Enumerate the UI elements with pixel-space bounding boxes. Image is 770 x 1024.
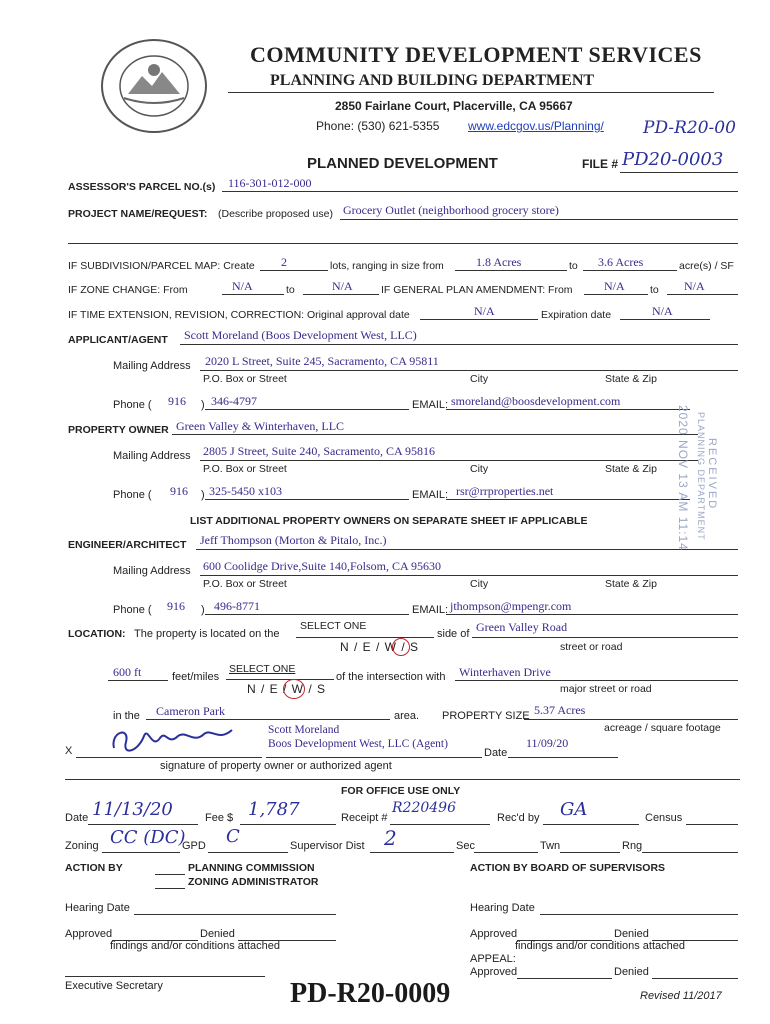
subdivision-unit: acre(s) / SF [679, 260, 734, 272]
location-street: Green Valley Road [476, 620, 568, 634]
area-name: Cameron Park [156, 704, 225, 718]
subdivision-lots-label: lots, ranging in size from [330, 260, 444, 272]
engineer-state-label: State & Zip [605, 578, 657, 590]
dept-address: 2850 Fairlane Court, Placerville, CA 95667 [335, 99, 573, 113]
time-ext-exp-label: Expiration date [541, 309, 612, 321]
signature-date-label: Date [484, 747, 508, 759]
form-page: COMMUNITY DEVELOPMENT SERVICES PLANNING AND BUILDING DEPARTMENT 2850 Fairlane Court, Placerville, CA 95667 Phone: (530) 621-5355 www.edcgov.us/Planning/ PD-R20-00 PLANNED DEVELOPMENT FILE # PD20-0003 ASSESSOR'S PARCEL NO.(s) 116-301-012-000 PROJECT NAME/REQUEST: (Describe proposed use) Grocery Outlet (neighborhood grocery store) IF SUBDIVISION/PARCEL MAP: Create 2 lots, ranging in size from 1.8 Acres to 3.6 Acres acre(s) / SF IF ZONE CHANGE: From N/A to N/A IF GENERAL PLAN AMENDMENT: From N/A to N/A IF TIME EXTENSION, REVISION, CORRECTION: Original approval date N/A Expiration date N/A APPLICANT/AGENT Scott Moreland (Boos Development West, LLC) Mailing Address 2020 L Street, Suite 245, Sacramento, CA 95811 P.O. Box or Street City State & Zip Phone ( 916 ) 346-4797 EMAIL: smoreland@boosdevelopment.com PROPERTY OWNER Green Valley & Winterhaven, LLC Mailing Address 2805 J Street, Suite 240, Sacramento, CA 95816 P.O. Box or Street City State & Zip Phone ( 916 ) 325-5450 x103 EMAIL: rsr@rrproperties.net LIST ADDITIONAL PROPERTY OWNERS ON SEPARATE SHEET IF APPLICABLE ENGINEER/ARCHITECT Jeff Thompson (Morton & Pitalo, Inc.) Mailing Address 600 Coolidge Drive,Suite 140,Folsom, CA 95630 P.O. Box or Street City State & Zip Phone ( 916 ) 496-8771 EMAIL: jthompson@mpengr.com LOCATION: The property is located on the SELECT ONE N / E / W / S side of Green Valley Road street or road 600 ft feet/miles SELECT ONE N / E / W / S of the intersection with Winterhaven Drive major street or road in the Cameron Park area. PROPERTY SIZE 5.37 Acres acreage / square footage X Scott Moreland Boos Development West, LLC (Agent) Date 11/09/20 signature of property owner or authorized agent FOR OFFICE USE ONLY Date 11/13/20 Fee $ 1,787 Receipt # R220496 Rec'd by GA Census Zoning CC (DC) GPD C Supervisor Dist 2 Sec Twn Rng ACTION BY PLANNING COMMISSION ZONING ADMINISTRATOR ACTION BY BOARD OF SUPERVISORS Hearing Date Hearing Date Approved Denied findings and/or conditions attached Approved Denied findings and/or conditions attached APPEAL: Approved Denied Executive Secretary PD-R20-0009 Revised 11/2017 2020 NOV 13 AM 11:14 RECEIVED PLANNING DEPARTMENT [0, 0, 770, 1024]
office-fee: 1,787 [248, 799, 300, 820]
office-recd: GA [560, 799, 588, 820]
engineer-name: Jeff Thompson (Morton & Pitalo, Inc.) [200, 533, 387, 547]
office-zoning: CC (DC) [110, 827, 186, 848]
hearing-date-label-right: Hearing Date [470, 902, 535, 914]
engineer-po-label: P.O. Box or Street [203, 578, 287, 590]
owner-name: Green Valley & Winterhaven, LLC [176, 419, 345, 433]
location-label: LOCATION: [68, 628, 126, 640]
engineer-label: ENGINEER/ARCHITECT [68, 539, 187, 551]
zone-change-from: N/A [232, 279, 253, 293]
owner-state-label: State & Zip [605, 463, 657, 475]
subdivision-label: IF SUBDIVISION/PARCEL MAP: Create [68, 260, 255, 272]
project-value: Grocery Outlet (neighborhood grocery store) [343, 203, 559, 217]
office-gpd: C [226, 826, 240, 847]
applicant-state-label: State & Zip [605, 373, 657, 385]
zone-change-label: IF ZONE CHANGE: From [68, 284, 188, 296]
approved-label-left: Approved [65, 928, 113, 940]
signature-date: 11/09/20 [526, 736, 569, 750]
applicant-city-label: City [470, 373, 489, 385]
office-supervisor: 2 [384, 826, 397, 850]
office-recd-label: Rec'd by [497, 812, 540, 824]
denied-label-left: Denied [200, 928, 235, 940]
signature-x: X [65, 745, 73, 757]
applicant-mail-label: Mailing Address [113, 360, 191, 372]
intersection-label: of the intersection with [336, 671, 446, 683]
zone-change-to-label: to [286, 284, 295, 296]
signature-printed-org: Boos Development West, LLC (Agent) [268, 738, 448, 750]
received-stamp-dept: PLANNING DEPARTMENT [696, 412, 706, 541]
gpa-to-label: to [650, 284, 659, 296]
county-seal-icon [98, 36, 210, 136]
area-label: area. [394, 710, 420, 722]
engineer-city-label: City [470, 578, 489, 590]
location-directions-2: N / E / W / S [247, 682, 327, 696]
denied-label-right: Denied [614, 928, 649, 940]
gpa-from: N/A [604, 279, 625, 293]
appeal-denied-label: Denied [614, 966, 649, 978]
office-date: 11/13/20 [92, 799, 173, 820]
owner-phone-label: Phone ( [113, 489, 152, 501]
received-stamp-received: RECEIVED [706, 438, 718, 511]
acreage-hint: acreage / square footage [604, 722, 721, 734]
findings-right: findings and/or conditions attached [515, 940, 686, 952]
engineer-address: 600 Coolidge Drive,Suite 140,Folsom, CA 95630 [203, 559, 442, 573]
applicant-area: 916 [168, 394, 186, 408]
owner-address: 2805 J Street, Suite 240, Sacramento, CA 95816 [203, 444, 435, 458]
location-text: The property is located on the [134, 628, 280, 640]
office-supervisor-label: Supervisor Dist [290, 840, 365, 852]
office-gpd-label: GPD [182, 840, 206, 852]
dept-phone: Phone: (530) 621-5355 [316, 119, 440, 133]
location-side-label: side of [437, 628, 470, 640]
in-the-label: in the [113, 710, 140, 722]
applicant-address: 2020 L Street, Suite 245, Sacramento, CA 95811 [205, 354, 439, 368]
signature-printed-name: Scott Moreland [268, 724, 340, 736]
owner-city-label: City [470, 463, 489, 475]
applicant-phone: 346-4797 [211, 394, 257, 408]
office-zoning-label: Zoning [65, 840, 99, 852]
action-planning-commission: PLANNING COMMISSION [188, 862, 315, 874]
location-street-hint: street or road [560, 641, 623, 653]
action-zoning-administrator: ZONING ADMINISTRATOR [188, 876, 319, 888]
owner-email-label: EMAIL: [412, 489, 449, 501]
applicant-email-label: EMAIL: [412, 399, 449, 411]
owner-email: rsr@rrproperties.net [456, 484, 554, 498]
engineer-phone-label: Phone ( [113, 604, 152, 616]
owner-po-label: P.O. Box or Street [203, 463, 287, 475]
dept-title: COMMUNITY DEVELOPMENT SERVICES [250, 42, 702, 67]
applicant-name: Scott Moreland (Boos Development West, LLC) [184, 328, 417, 342]
dept-subtitle: PLANNING AND BUILDING DEPARTMENT [270, 72, 595, 89]
property-size-value: 5.37 Acres [534, 703, 586, 717]
intersection-value: Winterhaven Drive [459, 665, 551, 679]
intersection-hint: major street or road [560, 683, 652, 695]
additional-owners-note: LIST ADDITIONAL PROPERTY OWNERS ON SEPARATE SHEET IF APPLICABLE [190, 515, 588, 527]
time-ext-label: IF TIME EXTENSION, REVISION, CORRECTION: Original approval date [68, 309, 410, 321]
subdivision-lots: 2 [281, 255, 287, 269]
owner-label: PROPERTY OWNER [68, 424, 169, 436]
applicant-email: smoreland@boosdevelopment.com [451, 394, 621, 408]
engineer-email: jthompson@mpengr.com [450, 599, 572, 613]
action-bos-label: ACTION BY BOARD OF SUPERVISORS [470, 862, 666, 874]
applicant-phone-label: Phone ( [113, 399, 152, 411]
dept-website-link[interactable]: www.edcgov.us/Planning/ [468, 119, 604, 133]
office-date-label: Date [65, 812, 89, 824]
file-label: FILE # [582, 157, 619, 171]
action-by-label: ACTION BY [65, 862, 123, 874]
location-directions: N / E / W / S [340, 640, 420, 654]
office-fee-label: Fee $ [205, 812, 234, 824]
location-select-one: SELECT ONE [300, 620, 367, 632]
appeal-label: APPEAL: [470, 953, 516, 965]
form-title: PLANNED DEVELOPMENT [307, 155, 498, 172]
parcel-label: ASSESSOR'S PARCEL NO.(s) [68, 181, 216, 193]
applicant-label: APPLICANT/AGENT [68, 334, 168, 346]
location-distance: 600 ft [113, 665, 142, 679]
executive-secretary-label: Executive Secretary [65, 980, 163, 992]
gpa-label: IF GENERAL PLAN AMENDMENT: From [381, 284, 573, 296]
office-rng-label: Rng [622, 840, 643, 852]
office-use-title: FOR OFFICE USE ONLY [341, 785, 461, 797]
signature-caption: signature of property owner or authorized agent [160, 760, 392, 772]
engineer-area: 916 [167, 599, 185, 613]
selected-direction-s [392, 638, 410, 656]
office-census-label: Census [645, 812, 683, 824]
subdivision-from: 1.8 Acres [476, 255, 522, 269]
project-hint: (Describe proposed use) [218, 208, 333, 220]
office-sec-label: Sec [456, 840, 475, 852]
applicant-po-label: P.O. Box or Street [203, 373, 287, 385]
hearing-date-label-left: Hearing Date [65, 902, 130, 914]
gpa-to: N/A [684, 279, 705, 293]
signature-icon [108, 722, 248, 758]
office-receipt: R220496 [392, 800, 456, 816]
office-receipt-label: Receipt # [341, 812, 388, 824]
location-select-one-2: SELECT ONE [229, 663, 296, 675]
engineer-phone: 496-8771 [214, 599, 260, 613]
selected-direction-w [283, 679, 305, 699]
time-ext-original: N/A [474, 304, 495, 318]
subdivision-to-label: to [569, 260, 578, 272]
handwritten-file-number: PD-R20-00 [643, 118, 736, 138]
appeal-approved-label: Approved [470, 966, 518, 978]
approved-label-right: Approved [470, 928, 518, 940]
owner-mail-label: Mailing Address [113, 450, 191, 462]
file-number: PD20-0003 [622, 149, 724, 170]
revised-date: Revised 11/2017 [640, 990, 722, 1002]
time-ext-exp: N/A [652, 304, 673, 318]
subdivision-to: 3.6 Acres [598, 255, 644, 269]
file-stamp-number: PD-R20-0009 [290, 978, 451, 1009]
engineer-mail-label: Mailing Address [113, 565, 191, 577]
project-label: PROJECT NAME/REQUEST: [68, 208, 208, 220]
parcel-value: 116-301-012-000 [228, 176, 312, 190]
owner-phone: 325-5450 x103 [209, 484, 282, 498]
location-feet-label: feet/miles [172, 671, 220, 683]
zone-change-to: N/A [332, 279, 353, 293]
owner-area: 916 [170, 484, 188, 498]
findings-left: findings and/or conditions attached [110, 940, 281, 952]
property-size-label: PROPERTY SIZE [442, 710, 530, 722]
office-twn-label: Twn [540, 840, 561, 852]
received-stamp-date: 2020 NOV 13 AM 11:14 [676, 405, 690, 551]
engineer-email-label: EMAIL: [412, 604, 449, 616]
